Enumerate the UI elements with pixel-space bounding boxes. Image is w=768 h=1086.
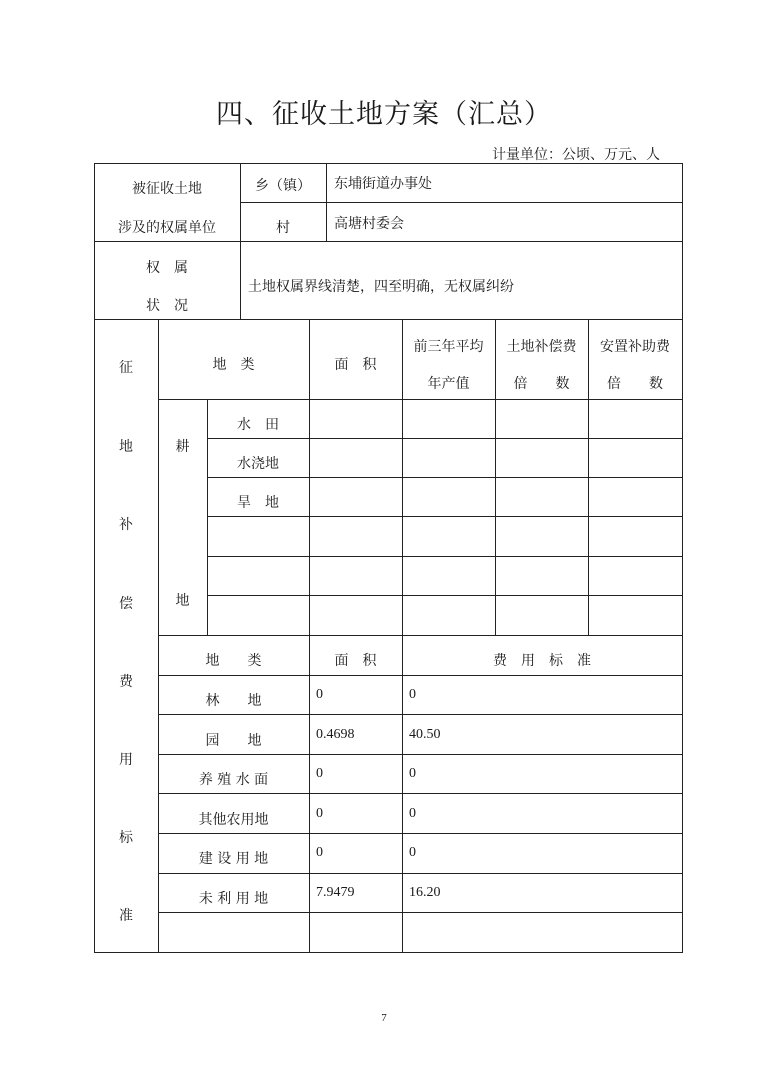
side-label-char: 地: [119, 439, 133, 455]
page-number: 7: [381, 1012, 387, 1024]
grid-line: [158, 833, 683, 834]
other-land-type: 未 利 用 地: [198, 891, 269, 907]
grid-line: [207, 438, 683, 439]
cultivated-type: 水 田: [237, 417, 279, 433]
header-area: 面 积: [334, 357, 377, 373]
cultivated-type: 水浇地: [237, 456, 279, 472]
table-border-top: [94, 163, 683, 164]
ownership-status-value: 土地权属界线清楚，四至明确，无权属纠纷: [248, 279, 514, 295]
other-land-area: 0: [316, 766, 323, 781]
township-value: 东埔街道办事处: [334, 176, 432, 192]
header-resettle-line2: 倍 数: [607, 376, 663, 392]
other-land-fee: 0: [409, 845, 416, 860]
header-resettle-line1: 安置补助费: [600, 339, 670, 355]
other-land-fee: 0: [409, 766, 416, 781]
other-land-fee: 40.50: [409, 727, 441, 742]
ownership-status-label-line2: 状 况: [146, 298, 188, 314]
other-land-type: 林 地: [205, 693, 262, 709]
cultivated-label-bottom: 地: [175, 593, 190, 609]
other-land-area: 0: [316, 687, 323, 702]
header-land-comp-line2: 倍 数: [513, 376, 570, 392]
grid-line: [94, 319, 683, 320]
land-acquisition-table: [94, 163, 683, 953]
unit-note: 计量单位：公顷、万元、人: [492, 147, 660, 163]
ownership-status-label-line1: 权 属: [146, 260, 188, 276]
other-land-type: 园 地: [205, 733, 262, 749]
ownership-label-line2: 涉及的权属单位: [118, 220, 216, 236]
other-land-type: 其他农用地: [198, 812, 269, 828]
header-output-line1: 前三年平均: [413, 339, 484, 355]
grid-line: [158, 635, 683, 636]
grid-line: [207, 595, 683, 596]
grid-line: [207, 477, 683, 478]
other-land-fee: 0: [409, 687, 416, 702]
other-land-type: 养 殖 水 面: [198, 772, 269, 788]
header-output-line2: 年产值: [427, 376, 470, 392]
header-land-comp-line1: 土地补偿费: [506, 339, 577, 355]
grid-line: [207, 516, 683, 517]
other-land-area: 7.9479: [316, 885, 355, 900]
cultivated-type: 旱 地: [237, 495, 279, 511]
village-label: 村: [276, 220, 290, 236]
side-label-char: 补: [119, 517, 133, 533]
other-header-fee: 费 用 标 准: [493, 653, 591, 669]
other-header-area: 面 积: [334, 653, 377, 669]
grid-line: [158, 793, 683, 794]
grid-line: [207, 556, 683, 557]
side-label-char: 准: [119, 908, 133, 924]
side-label-char: 征: [119, 360, 133, 376]
grid-line: [240, 202, 682, 203]
other-land-fee: 0: [409, 806, 416, 821]
side-label-char: 标: [119, 830, 133, 846]
township-label: 乡（镇）: [255, 178, 311, 194]
grid-line: [207, 399, 208, 635]
other-land-area: 0.4698: [316, 727, 355, 742]
other-land-fee: 16.20: [409, 885, 441, 900]
grid-line: [158, 675, 683, 676]
cultivated-label-top: 耕: [175, 439, 190, 455]
grid-line: [158, 754, 683, 755]
grid-line: [158, 399, 683, 400]
side-label-char: 费: [119, 674, 133, 690]
header-land-type: 地 类: [212, 357, 255, 373]
table-border-right: [682, 163, 683, 953]
side-label-char: 偿: [119, 596, 133, 612]
grid-line: [158, 873, 683, 874]
ownership-label-line1: 被征收土地: [132, 181, 202, 197]
village-value: 高塘村委会: [334, 216, 404, 232]
other-land-area: 0: [316, 845, 323, 860]
other-land-area: 0: [316, 806, 323, 821]
page-title: 四、征收土地方案（汇总）: [216, 99, 552, 130]
other-land-type: 建 设 用 地: [198, 851, 269, 867]
side-label-char: 用: [119, 752, 133, 768]
grid-line: [158, 912, 683, 913]
grid-line: [94, 241, 683, 242]
grid-line: [158, 714, 683, 715]
other-header-land-type: 地 类: [205, 653, 262, 669]
table-border-bottom: [94, 952, 683, 953]
